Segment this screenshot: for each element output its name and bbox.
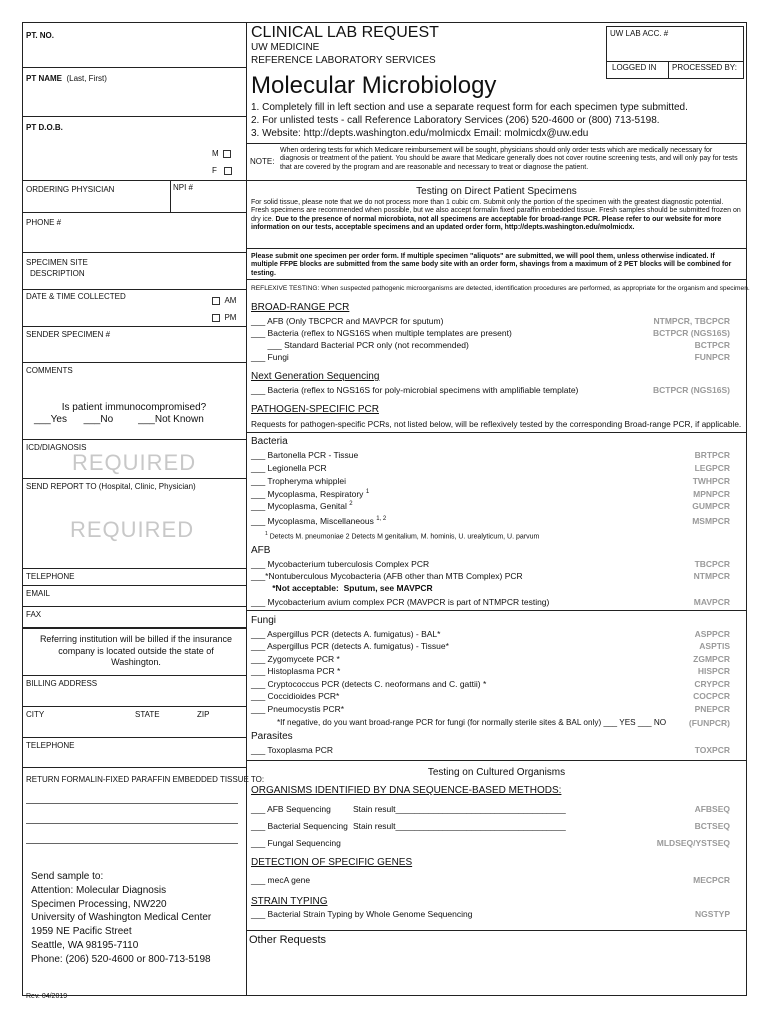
- fungi-code-pneumocystis: PNEPCR: [694, 704, 730, 714]
- afb-item-not-acceptable: *Not acceptable: Sputum, see MAVPCR: [251, 583, 433, 593]
- pt-no-label: PT. NO.: [26, 31, 55, 40]
- pt-name-field[interactable]: [24, 84, 244, 114]
- immuno-yes[interactable]: ___Yes: [34, 414, 67, 425]
- processed-by-label: PROCESSED BY:: [672, 63, 737, 72]
- city-label: CITY: [26, 710, 45, 719]
- pt-dob-label: PT D.O.B.: [26, 123, 63, 132]
- return-line-2: [26, 823, 238, 824]
- dna-item-afb[interactable]: ___ AFB Sequencing: [251, 804, 331, 814]
- sender-specimen-field[interactable]: [24, 340, 244, 360]
- dna-methods-title: ORGANISMS IDENTIFIED BY DNA SEQUENCE-BASED METHODS:: [251, 785, 562, 796]
- send-report-required-watermark: REQUIRED: [70, 517, 195, 542]
- comments-label: COMMENTS: [26, 366, 73, 375]
- parasites-title: Parasites: [251, 731, 293, 742]
- afb-item-tb[interactable]: ___ Mycobacterium tuberculosis Complex PCR: [251, 559, 430, 569]
- other-requests-label: Other Requests: [249, 934, 327, 946]
- broad-item-fungi[interactable]: ___ Fungi: [251, 352, 289, 362]
- return-line-3: [26, 843, 238, 844]
- fungi-item-asp-bal[interactable]: ___ Aspergillus PCR (detects A. fumigatus) - BAL*: [251, 629, 441, 639]
- pathogen-title: PATHOGEN-SPECIFIC PCR: [251, 404, 379, 415]
- strain-typing-title: STRAIN TYPING: [251, 896, 328, 907]
- afb-code-tb: TBCPCR: [694, 559, 730, 569]
- phone-field[interactable]: [24, 228, 244, 250]
- pt-dob-field[interactable]: [24, 133, 204, 178]
- fungi-broad-range-code: (FUNPCR): [688, 718, 730, 728]
- fax-label: FAX: [26, 610, 42, 619]
- acc-label: UW LAB ACC. #: [610, 29, 669, 38]
- parasite-item-toxoplasma[interactable]: ___ Toxoplasma PCR: [251, 745, 334, 755]
- am-checkbox[interactable]: [212, 297, 220, 305]
- strain-code-wgs: NGSTYP: [695, 909, 730, 919]
- sex-female: F: [212, 167, 232, 176]
- fungi-code-zygomycete: ZGMPCR: [693, 654, 730, 664]
- org-line-2: REFERENCE LABORATORY SERVICES: [251, 55, 436, 66]
- broad-code-afb: NTMPCR, TBCPCR: [653, 316, 730, 326]
- icd-label: ICD/DIAGNOSIS: [26, 443, 87, 452]
- broad-range-title: BROAD-RANGE PCR: [251, 302, 350, 313]
- instructions: 1. Completely fill in left section and use a separate request form for each specimen type submitted. 2. For unlisted tests - call Reference Laboratory Services (206) 520-4600 or (800) 713-5198. 3. Website: http://depts.washington.edu/molmicdx Email: molmicdx@uw.edu: [251, 102, 688, 139]
- sex-male: M: [212, 150, 231, 159]
- broad-code-bacteria: BCTPCR (NGS16S): [653, 328, 730, 338]
- form-title: CLINICAL LAB REQUEST: [251, 24, 439, 41]
- fungi-code-cryptococcus: CRYPCR: [694, 679, 730, 689]
- ngs-item[interactable]: ___ Bacteria (reflex to NGS16S for poly-microbial specimens with amplifiable template): [251, 385, 579, 395]
- specimen-site-label: SPECIMEN SITE DESCRIPTION: [26, 258, 88, 278]
- sender-specimen-label: SENDER SPECIMEN #: [26, 330, 111, 339]
- aliquot-note: Please submit one specimen per order form. If multiple specimen "aliquots" are submitted, we will pool them, unless otherwise indicated. If multiple FFPE blocks are submitted from the same body site with an order form, shavings from a maximum of 2 PET blocks will be combined for testing.: [251, 253, 732, 277]
- am-option: AM: [212, 297, 236, 306]
- dna-stain-afb[interactable]: Stain result____________________________________: [353, 804, 566, 814]
- note-label: NOTE:: [250, 157, 275, 166]
- other-requests-field[interactable]: [250, 948, 744, 994]
- bacteria-item-legionella[interactable]: ___ Legionella PCR: [251, 463, 327, 473]
- return-line-1: [26, 803, 238, 804]
- send-sample-address: Send sample to: Attention: Molecular Diagnosis Specimen Processing, NW220 University of Washington Medical Center 1959 NE Pacific Street Seattle, WA 98195-7110 Phone: (206) 520-4600 or 800-713-5198: [31, 871, 212, 965]
- billing-address-label: BILLING ADDRESS: [26, 679, 98, 688]
- genes-title: DETECTION OF SPECIFIC GENES: [251, 857, 413, 868]
- column-divider: [246, 22, 247, 996]
- dna-code-bacterial: BCTSEQ: [694, 821, 730, 831]
- logged-in-label: LOGGED IN: [612, 63, 657, 72]
- fungi-item-coccidioides[interactable]: ___ Coccidioides PCR*: [251, 691, 340, 701]
- ngs-code: BCTPCR (NGS16S): [653, 385, 730, 395]
- immuno-no[interactable]: ___No: [83, 414, 114, 425]
- dna-stain-bacterial[interactable]: Stain result____________________________________: [353, 821, 566, 831]
- afb-title: AFB: [251, 545, 271, 556]
- fungi-code-histoplasma: HISPCR: [697, 666, 730, 676]
- broad-item-standard[interactable]: ___ Standard Bacterial PCR only (not recommended): [251, 340, 469, 350]
- phone-label: PHONE #: [26, 218, 62, 227]
- male-checkbox[interactable]: [223, 150, 231, 158]
- telephone-label: TELEPHONE: [26, 572, 75, 581]
- afb-code-ntm: NTMPCR: [693, 571, 730, 581]
- strain-item-wgs[interactable]: ___ Bacterial Strain Typing by Whole Genome Sequencing: [251, 909, 473, 919]
- broad-code-fungi: FUNPCR: [694, 352, 730, 362]
- pm-checkbox[interactable]: [212, 314, 220, 322]
- date-time-label: DATE & TIME COLLECTED: [26, 292, 126, 301]
- bacteria-code-tropheryma: TWHPCR: [692, 476, 730, 486]
- bacteria-item-myco-genital[interactable]: ___ Mycoplasma, Genital $^2$: [251, 501, 353, 511]
- send-report-label: SEND REPORT TO (Hospital, Clinic, Physician): [26, 482, 196, 491]
- fungi-code-coccidioides: COCPCR: [693, 691, 730, 701]
- bacteria-code-myco-misc: MSMPCR: [692, 516, 730, 526]
- page-title: Molecular Microbiology: [251, 72, 497, 99]
- afb-item-mav[interactable]: ___ Mycobacterium avium complex PCR (MAVPCR is part of NTMPCR testing): [251, 597, 550, 607]
- dna-item-bacterial[interactable]: ___ Bacterial Sequencing: [251, 821, 348, 831]
- afb-code-mav: MAVPCR: [693, 597, 730, 607]
- fungi-item-pneumocystis[interactable]: ___ Pneumocystis PCR*: [251, 704, 345, 714]
- bacteria-code-bartonella: BRTPCR: [694, 450, 730, 460]
- npi-label: NPI #: [173, 183, 194, 192]
- gene-item-meca[interactable]: ___ mecA gene: [251, 875, 311, 885]
- org-line-1: UW MEDICINE: [251, 42, 320, 53]
- gene-code-meca: MECPCR: [693, 875, 730, 885]
- icd-required-watermark: REQUIRED: [72, 450, 197, 475]
- fungi-broad-range-question[interactable]: *If negative, do you want broad-range PCR for fungi (for normally sterile sites & BAL only) ___ YES ___ NO: [277, 718, 667, 727]
- bacteria-code-myco-genital: GUMPCR: [692, 501, 730, 511]
- bacteria-item-myco-misc[interactable]: ___ Mycoplasma, Miscellaneous $^{1, 2}$: [251, 516, 387, 526]
- medicare-note: When ordering tests for which Medicare reimbursement will be sought, physicians should only order tests which are medically necessary for diagnosis or treatment of the patient. You should be aware that Medicare generally does not cover routine screening tests, and will only pay for tests that are covered by the program and are reasonable and necessary to treat or diagnose the patient.: [280, 147, 738, 171]
- immuno-not-known[interactable]: ___Not Known: [138, 414, 204, 425]
- reflexive-note: REFLEXIVE TESTING: When suspected pathogenic microorganisms are detected, identification procedures are performed, as appropriate for the organism and specimen.: [251, 285, 750, 292]
- pt-name-label: PT NAME (Last, First): [26, 74, 107, 83]
- pm-option: PM: [212, 314, 236, 323]
- pt-name-hint: (Last, First): [66, 74, 107, 83]
- billing-note: Referring institution will be billed if the insurance company is located outside the state of Washington.: [39, 634, 233, 668]
- bacteria-item-myco-resp[interactable]: ___ Mycoplasma, Respiratory $^1$: [251, 489, 370, 499]
- direct-specimens-title: Testing on Direct Patient Specimens: [416, 186, 577, 197]
- dna-code-fungal: MLDSEQ/YSTSEQ: [656, 838, 730, 848]
- broad-code-standard: BCTPCR: [694, 340, 730, 350]
- fungi-item-histoplasma[interactable]: ___ Histoplasma PCR *: [251, 666, 341, 676]
- broad-item-afb[interactable]: ___ AFB (Only TBCPCR and MAVPCR for sputum): [251, 316, 444, 326]
- ordering-physician-label: ORDERING PHYSICIAN: [26, 185, 115, 194]
- dna-code-afb: AFBSEQ: [694, 804, 730, 814]
- female-checkbox[interactable]: [224, 167, 232, 175]
- email-label: EMAIL: [26, 589, 51, 598]
- bacteria-footnote: $^1$ Detects M. pneumoniae 2 Detects M genitalium, M. hominis, U. urealyticum, U. parvum: [265, 531, 540, 541]
- bacteria-title: Bacteria: [251, 436, 288, 447]
- fungi-code-asp-tissue: ASPTIS: [699, 641, 730, 651]
- state-label: STATE: [135, 710, 160, 719]
- pt-no-field[interactable]: [24, 40, 244, 66]
- telephone2-label: TELEPHONE: [26, 741, 75, 750]
- afb-item-ntm[interactable]: ___*Nontuberculous Mycobacteria (AFB other than MTB Complex) PCR: [251, 571, 523, 581]
- cultured-title: Testing on Cultured Organisms: [427, 767, 566, 778]
- bacteria-item-bartonella[interactable]: ___ Bartonella PCR - Tissue: [251, 450, 359, 460]
- revision: Rev. 04/2019: [26, 993, 68, 1000]
- fungi-code-asp-bal: ASPPCR: [694, 629, 730, 639]
- fungi-item-cryptococcus[interactable]: ___ Cryptococcus PCR (detects C. neoformans and C. gattii) *: [251, 679, 487, 689]
- fungi-item-zygomycete[interactable]: ___ Zygomycete PCR *: [251, 654, 340, 664]
- broad-item-bacteria[interactable]: ___ Bacteria (reflex to NGS16S when multiple templates are present): [251, 328, 512, 338]
- immuno-options: [34, 414, 204, 426]
- zip-label: ZIP: [197, 710, 210, 719]
- comments-field[interactable]: [24, 376, 244, 396]
- dna-item-fungal[interactable]: ___ Fungal Sequencing: [251, 838, 341, 848]
- pathogen-note: Requests for pathogen-specific PCRs, not listed below, will be reflexively tested by the corresponding Broad-range PCR, if applicable.: [251, 419, 742, 429]
- immunocompromised-question: Is patient immunocompromised?: [61, 402, 207, 413]
- ngs-title: Next Generation Sequencing: [251, 371, 380, 382]
- fungi-item-asp-tissue[interactable]: ___ Aspergillus PCR (detects A. fumigatus) - Tissue*: [251, 641, 449, 651]
- solid-tissue-note: For solid tissue, please note that we do not process more than 1 cubic cm. Submit only the portion of the specimen with the greatest diagnostic potential. Fresh specimens are recommended when possible, but we also accept formalin fixed paraffin embedded tissue. Fresh samples should be submitted frozen on dry ice. Due to the presence of normal microbiota, not all specimens are acceptable for broad-range PCR. Please refer to our website for more information on our tests, acceptable specimens and an updated order form, http://depts.washington.edu/molmicdx.: [251, 199, 741, 232]
- bacteria-code-myco-resp: MPNPCR: [693, 489, 730, 499]
- parasite-code-toxoplasma: TOXPCR: [694, 745, 730, 755]
- ordering-physician-field[interactable]: [24, 195, 168, 211]
- bacteria-item-tropheryma[interactable]: ___ Tropheryma whipplei: [251, 476, 346, 486]
- return-tissue-label: RETURN FORMALIN-FIXED PARAFFIN EMBEDDED TISSUE TO:: [26, 775, 265, 784]
- bacteria-code-legionella: LEGPCR: [694, 463, 730, 473]
- fungi-title: Fungi: [251, 615, 277, 626]
